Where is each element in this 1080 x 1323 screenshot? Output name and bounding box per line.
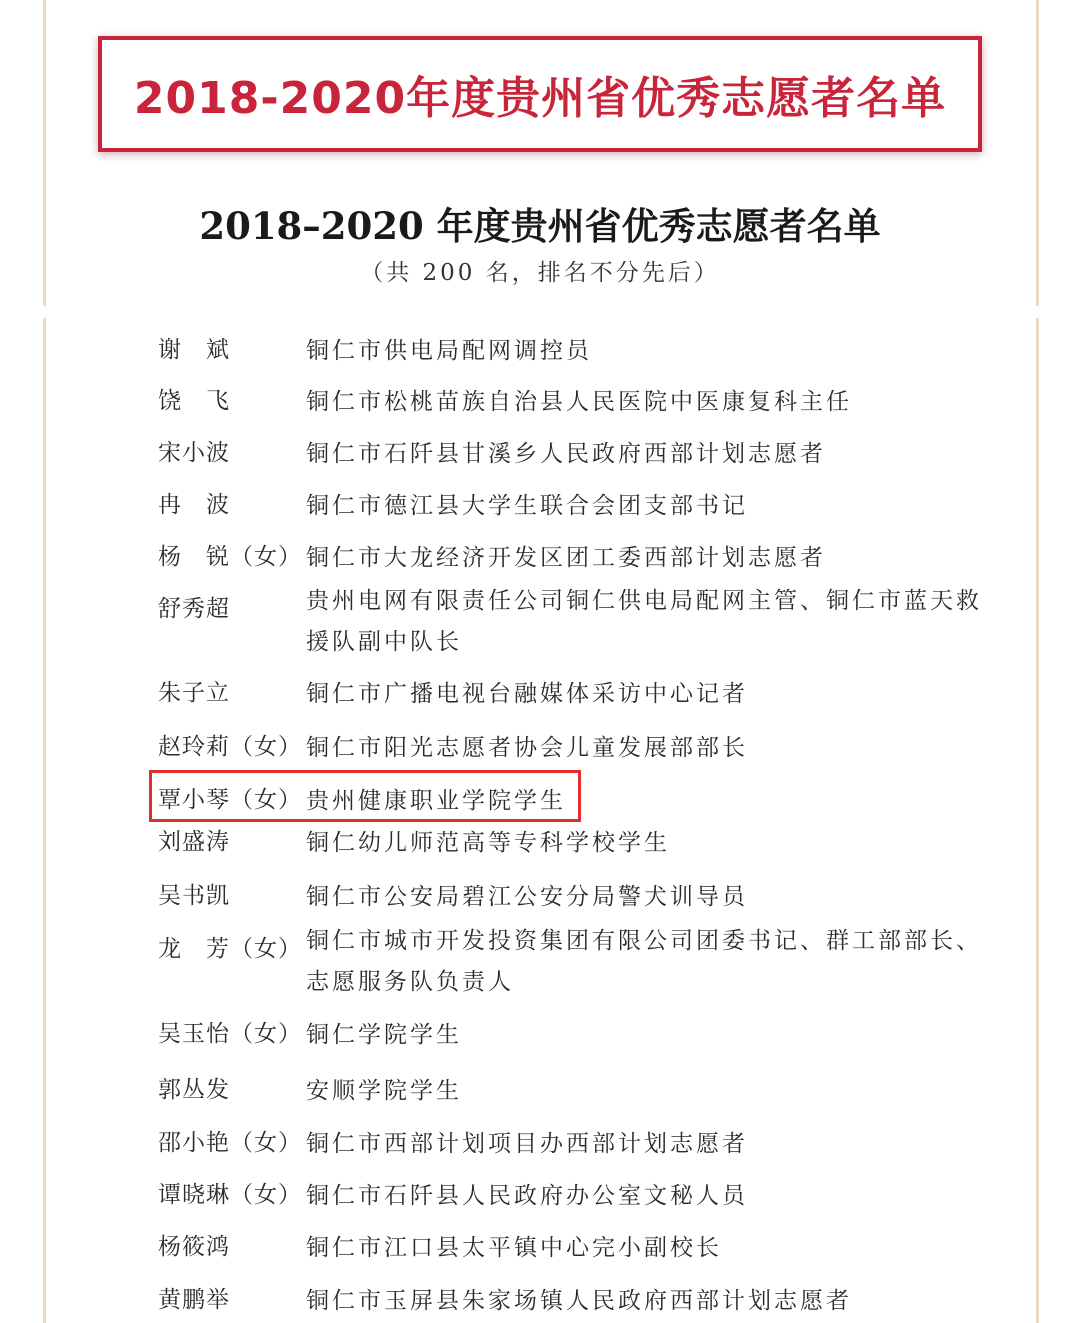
volunteer-name: 郭丛发 — [158, 1077, 230, 1103]
volunteer-name: 谭晓琳（女） — [158, 1182, 302, 1208]
volunteer-name: 邵小艳（女） — [158, 1130, 302, 1156]
volunteer-description: 铜仁市石阡县甘溪乡人民政府西部计划志愿者 — [306, 441, 826, 467]
volunteer-name: 朱子立 — [158, 680, 230, 706]
banner-title: 2018-2020年度贵州省优秀志愿者名单 — [133, 73, 947, 124]
volunteer-name: 黄鹏举 — [158, 1287, 230, 1313]
volunteer-description: 铜仁学院学生 — [306, 1022, 462, 1048]
volunteer-name: 吴玉怡（女） — [158, 1021, 302, 1047]
volunteer-description: 铜仁幼儿师范高等专科学校学生 — [306, 830, 670, 856]
volunteer-name: 赵玲莉（女） — [158, 734, 302, 760]
volunteer-name: 吴书凯 — [158, 883, 230, 909]
volunteer-description: 铜仁市玉屏县朱家场镇人民政府西部计划志愿者 — [306, 1288, 852, 1314]
volunteer-description: 铜仁市阳光志愿者协会儿童发展部部长 — [306, 735, 748, 761]
volunteer-name: 龙 芳（女） — [158, 936, 302, 962]
volunteer-name: 饶 飞 — [158, 388, 230, 414]
volunteer-name: 舒秀超 — [158, 596, 230, 622]
volunteer-description: 安顺学院学生 — [306, 1078, 462, 1104]
document-subtitle: （共 200 名，排名不分先后） — [360, 260, 720, 286]
volunteer-description: 铜仁市西部计划项目办西部计划志愿者 — [306, 1131, 748, 1157]
volunteer-description: 铜仁市城市开发投资集团有限公司团委书记、群工部部长、志愿服务队负责人 — [306, 928, 982, 995]
volunteer-name: 刘盛涛 — [158, 829, 230, 855]
volunteer-description: 铜仁市石阡县人民政府办公室文秘人员 — [306, 1183, 748, 1209]
volunteer-description: 铜仁市公安局碧江公安分局警犬训导员 — [306, 884, 748, 910]
volunteer-description: 铜仁市供电局配网调控员 — [306, 338, 592, 364]
volunteer-name: 杨筱鸿 — [158, 1234, 230, 1260]
volunteer-name: 杨 锐（女） — [158, 544, 302, 570]
volunteer-description: 贵州健康职业学院学生 — [306, 788, 566, 814]
volunteer-description: 铜仁市广播电视台融媒体采访中心记者 — [306, 681, 748, 707]
volunteer-description: 贵州电网有限责任公司铜仁供电局配网主管、铜仁市蓝天救援队副中队长 — [306, 588, 982, 655]
volunteer-description: 铜仁市江口县太平镇中心完小副校长 — [306, 1235, 722, 1261]
volunteer-description: 铜仁市松桃苗族自治县人民医院中医康复科主任 — [306, 389, 852, 415]
volunteer-name: 谢 斌 — [158, 337, 230, 363]
volunteer-description: 铜仁市大龙经济开发区团工委西部计划志愿者 — [306, 545, 826, 571]
volunteer-name: 冉 波 — [158, 492, 230, 518]
volunteer-name: 覃小琴（女） — [158, 787, 302, 813]
document-title: 2018–2020 年度贵州省优秀志愿者名单 — [199, 204, 881, 248]
highlight-box — [149, 770, 581, 822]
volunteer-name: 宋小波 — [158, 440, 230, 466]
volunteer-description: 铜仁市德江县大学生联合会团支部书记 — [306, 493, 748, 519]
